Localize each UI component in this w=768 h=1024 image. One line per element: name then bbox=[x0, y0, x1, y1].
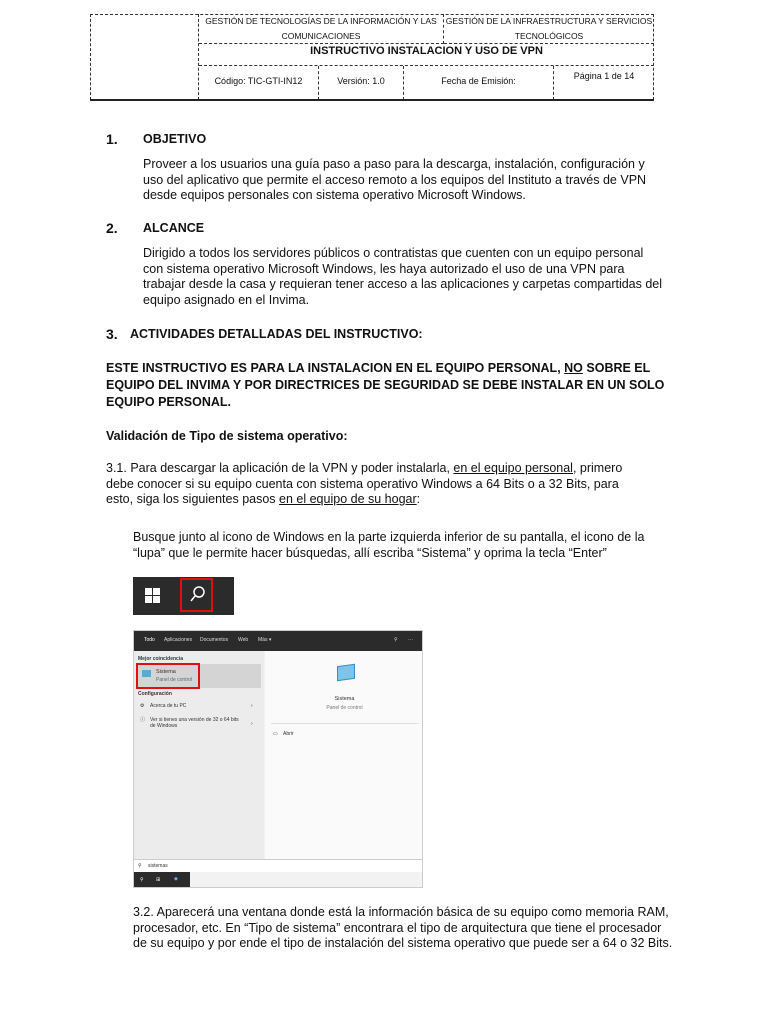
installation-warning bbox=[106, 360, 666, 411]
open-icon: ▭ bbox=[273, 731, 278, 737]
org-right-text: GESTIÓN DE LA INFRAESTRUCTURA Y SERVICIOS TECNOLÓGICOS bbox=[445, 16, 653, 41]
magnifier-icon bbox=[182, 580, 211, 610]
tab-more: Más ▾ bbox=[258, 637, 272, 643]
windows-icon bbox=[145, 588, 161, 604]
step-3-1-instruction: Busque junto al icono de Windows en la parte izquierda inferior de su pantalla, el icono de la “lupa” que le permite hacer búsquedas, allí escriba “Sistema” y oprima la tecla “Enter” bbox=[133, 530, 645, 560]
step-3-1-a: 3.1. Para descargar la aplicación de la VPN y poder instalarla, bbox=[106, 461, 454, 475]
preview-pane bbox=[265, 651, 423, 859]
pin-icon: ⚲ bbox=[394, 637, 398, 643]
task-view-icon: ⊞ bbox=[156, 877, 161, 883]
chevron-right-icon: › bbox=[251, 703, 253, 709]
search-text: sistemas bbox=[148, 863, 168, 869]
best-match-sub: Panel de control bbox=[156, 677, 193, 683]
config-item-1: Acerca de tu PC bbox=[150, 703, 187, 709]
step-3-2-text: 3.2. Aparecerá una ventana donde está la información básica de su equipo como memoria RAM, procesador, etc. En “Tipo de sistema” encontrara el tipo de arquitectura que tiene el procesador de su equipo y por ende el tipo de instalación del sistema operativo que puede ser a 64 o 32 Bits. bbox=[133, 905, 673, 950]
config-item-2: Ver si tienes una versión de 32 o 64 bits de Windows bbox=[150, 717, 239, 729]
logo-cell bbox=[90, 14, 199, 100]
header-org-right bbox=[444, 14, 654, 44]
section-1-number: 1. bbox=[106, 131, 118, 147]
doc-title: INSTRUCTIVO INSTALACION Y USO DE VPN bbox=[310, 45, 543, 57]
gear-icon: ⚙ bbox=[140, 703, 145, 709]
section-1-title: OBJETIVO bbox=[143, 132, 207, 146]
search-screenshot bbox=[133, 630, 423, 888]
section-3-title: ACTIVIDADES DETALLADAS DEL INSTRUCTIVO: bbox=[130, 327, 423, 341]
tab-apps: Aplicaciones bbox=[164, 637, 193, 643]
best-match-highlight bbox=[136, 663, 200, 689]
tab-web: Web bbox=[238, 637, 249, 643]
header-date-cell bbox=[404, 66, 554, 100]
tab-all: Todo bbox=[144, 637, 155, 643]
doc-code: Código: TIC-GTI-IN12 bbox=[214, 76, 303, 86]
best-match-name: Sistema bbox=[156, 669, 176, 675]
computer-icon bbox=[337, 664, 355, 682]
header-version-cell bbox=[319, 66, 404, 100]
search-highlight bbox=[180, 578, 213, 612]
config-header: Configuración bbox=[138, 691, 172, 697]
section-2-text: Dirigido a todos los servidores públicos o contratistas que cuenten con un equipo personal con sistema operativo Microsoft Windows, les haya autorizado el uso de una VPN para trabajar desde la casa y requieran tener acceso a las aplicaciones y carpetas compartidas del equipo asignado en el Invima. bbox=[143, 246, 663, 307]
header-org-left bbox=[199, 14, 444, 44]
search-tabs-bar bbox=[134, 631, 422, 651]
taskbar-mini bbox=[134, 872, 190, 888]
document-header bbox=[90, 14, 654, 100]
taskbar-image bbox=[133, 577, 234, 615]
doc-issue-date: Fecha de Emisión: bbox=[441, 76, 516, 86]
tab-docs: Documentos bbox=[200, 637, 229, 643]
preview-sub: Panel de control bbox=[326, 705, 363, 711]
doc-page: Página 1 de 14 bbox=[573, 71, 635, 81]
preview-divider bbox=[271, 723, 419, 724]
validation-title: Validación de Tipo de sistema operativo: bbox=[106, 429, 348, 443]
header-rule bbox=[90, 99, 654, 101]
step-3-1-u2: en el equipo de su hogar bbox=[279, 492, 417, 506]
header-title-cell bbox=[199, 44, 654, 66]
step-3-1-u1: en el equipo personal bbox=[453, 461, 573, 475]
header-code-cell bbox=[199, 66, 319, 100]
step-3-1-c: : bbox=[416, 492, 421, 506]
org-left-text: GESTIÓN DE TECNOLOGÍAS DE LA INFORMACIÓN Y LAS COMUNICACIONES bbox=[205, 16, 437, 41]
best-match-label: Mejor coincidencia bbox=[138, 656, 184, 662]
preview-name: Sistema bbox=[334, 696, 355, 702]
warning-no: NO bbox=[564, 361, 583, 375]
warning-part-2: SOBRE EL EQUIPO DEL INVIMA Y POR DIRECTRICES DE SEGURIDAD SE DEBE INSTALAR EN UN SOLO EQUIPO PERSONAL. bbox=[106, 361, 665, 409]
app-icon: ◆ bbox=[174, 876, 178, 882]
more-options-icon: ··· bbox=[408, 637, 413, 643]
step-3-1-b: , primero debe conocer si su equipo cuenta con sistema operativo Windows a 64 Bits o a 32 Bits, para esto, siga los siguientes pasos bbox=[106, 461, 623, 506]
warning-part-1: ESTE INSTRUCTIVO ES PARA LA INSTALACION EN EL EQUIPO PERSONAL, bbox=[106, 361, 565, 375]
section-2-number: 2. bbox=[106, 220, 118, 236]
search-icon: ⚲ bbox=[140, 877, 144, 883]
chevron-right-icon: › bbox=[251, 721, 253, 727]
section-1-text: Proveer a los usuarios una guía paso a paso para la descarga, instalación, configuración y uso del aplicativo que permite el acceso remoto a los equipos del Instituto a través de VPN desde equipos personales con sistema operativo Microsoft Windows. bbox=[143, 157, 647, 202]
step-3-1-text bbox=[106, 461, 646, 508]
section-2-title: ALCANCE bbox=[143, 221, 205, 235]
header-page-cell bbox=[554, 66, 654, 100]
results-pane bbox=[134, 651, 264, 859]
open-action: Abrir bbox=[283, 731, 294, 737]
search-icon: ⚲ bbox=[138, 863, 142, 869]
doc-version: Versión: 1.0 bbox=[337, 76, 385, 86]
info-icon: ⓘ bbox=[140, 717, 146, 723]
section-3-number: 3. bbox=[106, 326, 118, 342]
search-input-bar bbox=[134, 859, 422, 872]
